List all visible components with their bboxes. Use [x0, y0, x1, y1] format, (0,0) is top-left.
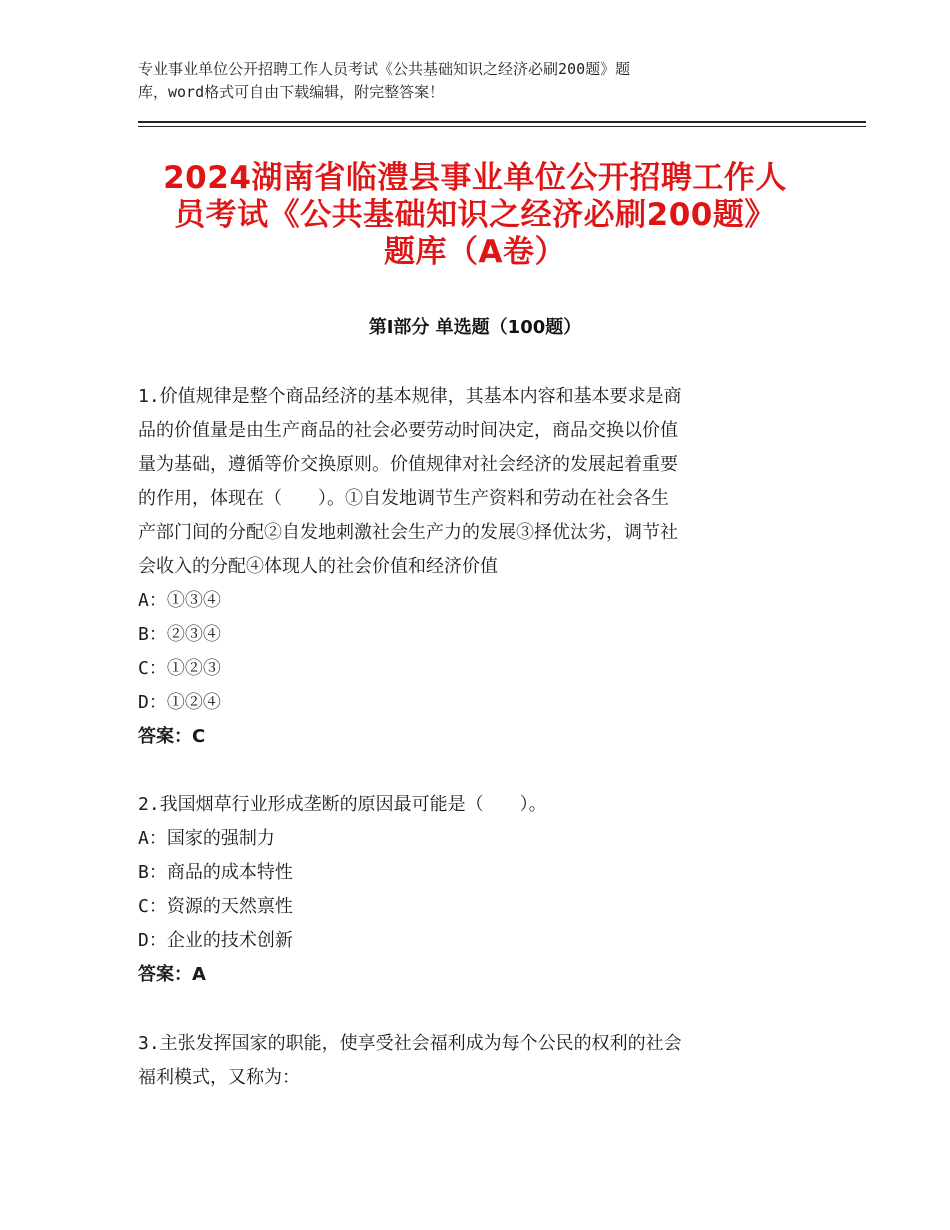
- header-divider-thick: [138, 121, 866, 123]
- question-2: [138, 788, 798, 992]
- title-line-3: 题库（A卷）: [384, 234, 566, 270]
- option-d: D：①②④: [138, 692, 221, 713]
- option-d: D：企业的技术创新: [138, 930, 293, 951]
- option-c: C：①②③: [138, 658, 221, 679]
- option-b: B：商品的成本特性: [138, 862, 293, 883]
- question-3-stem: [138, 1027, 798, 1095]
- question-1-stem: [138, 380, 798, 584]
- question-2-stem: [138, 788, 798, 822]
- stem-line: 产部门间的分配②自发地刺激社会生产力的发展③择优汰劣，调节社: [138, 522, 678, 543]
- header-divider-thin: [138, 126, 866, 127]
- stem-line: 品的价值量是由生产商品的社会必要劳动时间决定，商品交换以价值: [138, 420, 678, 441]
- stem-line: 量为基础，遵循等价交换原则。价值规律对社会经济的发展起着重要: [138, 454, 678, 475]
- option-c: C：资源的天然禀性: [138, 896, 293, 917]
- stem-line: 福利模式，又称为：: [138, 1067, 300, 1088]
- option-a: A：①③④: [138, 590, 221, 611]
- stem-line: 3.主张发挥国家的职能，使享受社会福利成为每个公民的权利的社会: [138, 1033, 682, 1054]
- title-line-1: 2024湖南省临澧县事业单位公开招聘工作人: [163, 160, 787, 196]
- question-3: [138, 1027, 798, 1095]
- answer: 答案：A: [138, 964, 206, 985]
- stem-line: 2.我国烟草行业形成垄断的原因最可能是（ ）。: [138, 794, 547, 815]
- header-line-2: 库，word格式可自由下载编辑，附完整答案！: [138, 83, 445, 101]
- answer: 答案：C: [138, 726, 206, 747]
- option-b: B：②③④: [138, 624, 221, 645]
- section-title: 第Ⅰ部分 单选题（100题）: [368, 317, 582, 338]
- document-header: [138, 58, 818, 104]
- stem-line: 1.价值规律是整个商品经济的基本规律，其基本内容和基本要求是商: [138, 386, 682, 407]
- header-line-1: 专业事业单位公开招聘工作人员考试《公共基础知识之经济必刷200题》题: [138, 60, 631, 78]
- title-line-2: 员考试《公共基础知识之经济必刷200题》: [174, 197, 776, 233]
- document-title: [100, 160, 850, 271]
- option-a: A：国家的强制力: [138, 828, 275, 849]
- stem-line: 的作用，体现在（ ）。①自发地调节生产资料和劳动在社会各生: [138, 488, 669, 509]
- stem-line: 会收入的分配④体现人的社会价值和经济价值: [138, 556, 498, 577]
- question-1: [138, 380, 798, 754]
